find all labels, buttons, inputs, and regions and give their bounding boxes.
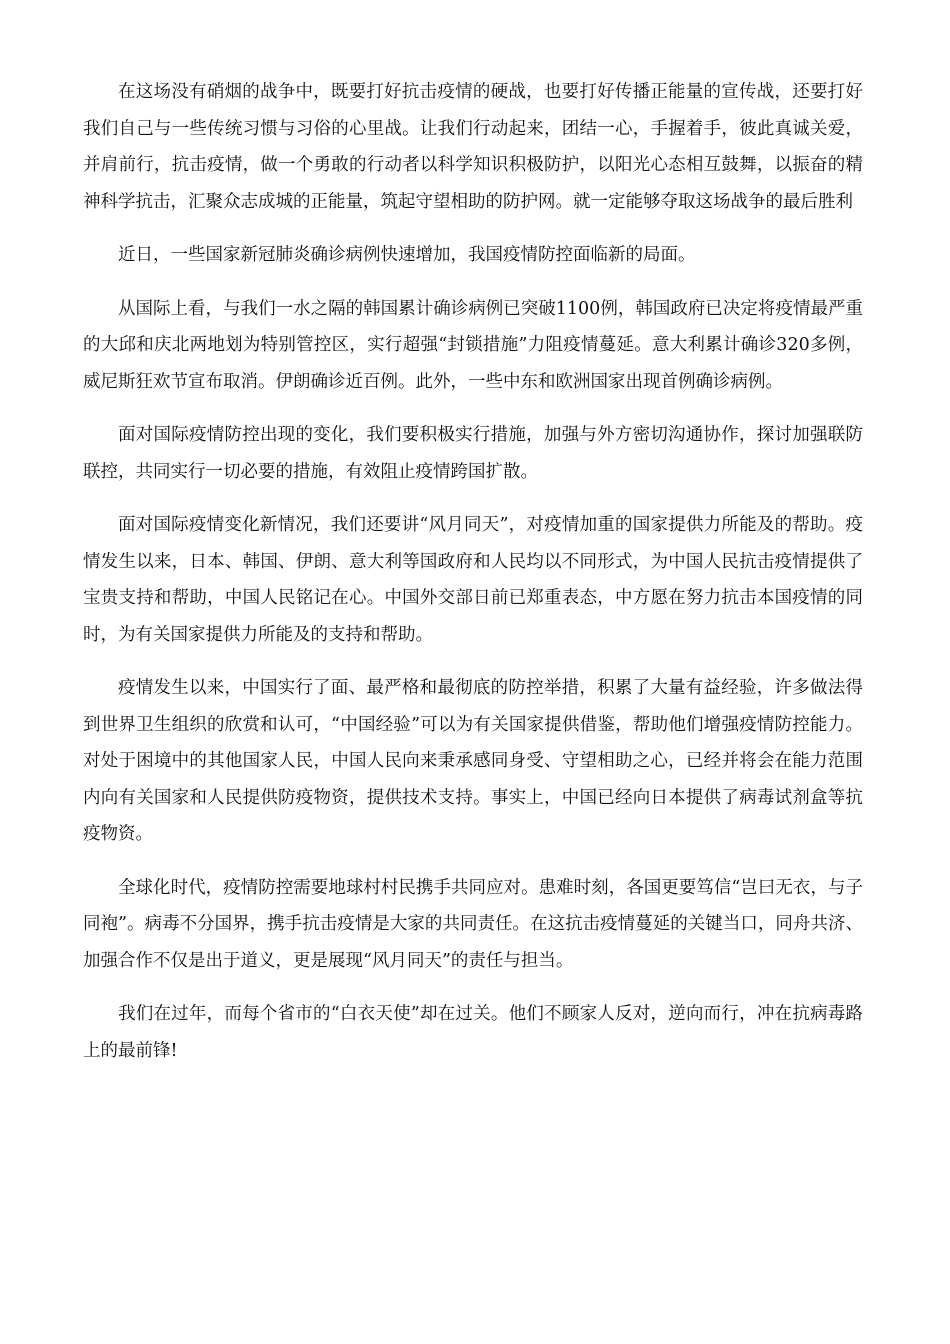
paragraph: 在这场没有硝烟的战争中，既要打好抗击疫情的硬战，也要打好传播正能量的宣传战，还要打好我们自己与一些传统习惯与习俗的心里战。让我们行动起来，团结一心，手握着手，彼此真诚关爱，并肩前行，抗击疫情，做一个勇敢的行动者以科学知识积极防护，以阳光心态相互鼓舞，以振奋的精神科学抗击，汇聚众志成城的正能量，筑起守望相助的防护网。就一定能够夺取这场战争的最后胜利 bbox=[83, 82, 863, 212]
document-body bbox=[83, 74, 863, 1086]
paragraph: 近日，一些国家新冠肺炎确诊病例快速增加，我国疫情防控面临新的局面。 bbox=[118, 245, 696, 265]
paragraph: 面对国际疫情防控出现的变化，我们要积极实行措施，加强与外方密切沟通协作，探讨加强联防联控，共同实行一切必要的措施，有效阻止疫情跨国扩散。 bbox=[83, 425, 863, 482]
paragraph: 疫情发生以来，中国实行了面、最严格和最彻底的防控举措，积累了大量有益经验，许多做法得到世界卫生组织的欣赏和认可，“中国经验”可以为有关国家提供借鉴，帮助他们增强疫情防控能力。对处于困境中的其他国家人民，中国人民向来秉承感同身受、守望相助之心，已经并将会在能力范围内向有关国家和人民提供防疫物资，提供技术支持。事实上，中国已经向日本提供了病毒试剂盒等抗疫物资。 bbox=[83, 678, 863, 844]
paragraph: 全球化时代，疫情防控需要地球村村民携手共同应对。患难时刻，各国更要笃信“岂曰无衣，与子同袍”。病毒不分国界，携手抗击疫情是大家的共同责任。在这抗击疫情蔓延的关键当口，同舟共济、加强合作不仅是出于道义，更是展现“风月同天”的责任与担当。 bbox=[83, 877, 863, 971]
paragraph: 从国际上看，与我们一水之隔的韩国累计确诊病例已突破1100例，韩国政府已决定将疫情最严重的大邱和庆北两地划为特别管控区，实行超强“封锁措施”力阻疫情蔓延。意大利累计确诊320多例，威尼斯狂欢节宣布取消。伊朗确诊近百例。此外，一些中东和欧洲国家出现首例确诊病例。 bbox=[83, 298, 863, 392]
paragraph: 面对国际疫情变化新情况，我们还要讲“风月同天”，对疫情加重的国家提供力所能及的帮助。疫情发生以来，日本、韩国、伊朗、意大利等国政府和人民均以不同形式，为中国人民抗击疫情提供了宝贵支持和帮助，中国人民铭记在心。中国外交部日前已郑重表态，中方愿在努力抗击本国疫情的同时，为有关国家提供力所能及的支持和帮助。 bbox=[83, 515, 863, 645]
paragraph: 我们在过年，而每个省市的“白衣天使”却在过关。他们不顾家人反对，逆向而行，冲在抗病毒路上的最前锋! bbox=[83, 1004, 863, 1061]
